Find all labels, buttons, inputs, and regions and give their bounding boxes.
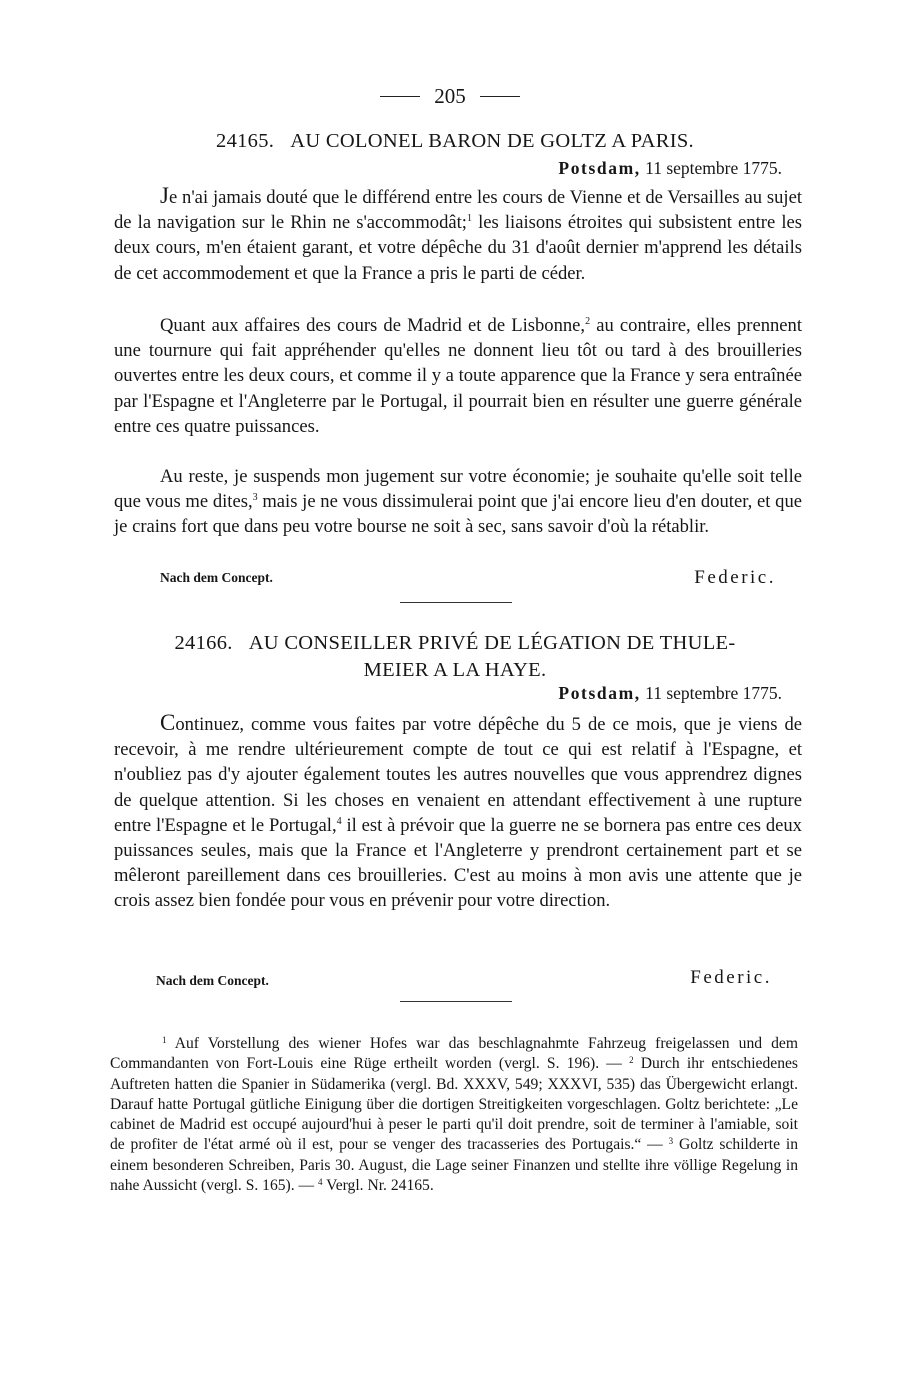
section-divider-2 [400,1001,512,1002]
letter2-signature: Federic. [690,967,772,988]
footnote-ref-4: 4 [336,815,342,827]
footnote-ref-1: 1 [466,213,472,225]
letter1-title: AU COLONEL BARON DE GOLTZ A PARIS. [290,130,694,152]
letter1-paragraph-2 [114,313,802,439]
footnote-4-marker: 4 [318,1177,323,1188]
letter1-p2-text-a: Quant aux affaires des cours de Madrid et de Lisbonne, [160,315,586,336]
letter1-paragraph-1 [114,183,802,286]
footnotes [110,1034,798,1196]
letter1-p1-text-a: e n'ai jamais douté que le différend entre les cours de Vienne et de Versailles au sujet de la navigation sur le Rhin ne s'accommodât; [114,187,802,234]
footnote-ref-2: 2 [585,316,591,327]
footnote-4-text: Vergl. Nr. 24165. [322,1177,434,1195]
footnote-1-text: Auf Vorstellung des wiener Hofes war das beschlagnahmte Fahrzeug freigelassen und dem Commandanten von Fort-Louis eine Rüge ertheilt worden (vergl. S. 196). — [110,1035,798,1073]
letter2-date: 11 septembre 1775. [645,683,782,703]
page-header [0,84,900,109]
footnote-ref-3: 3 [252,492,258,504]
letter1-initial: J [160,183,169,208]
letter2-heading [110,630,800,684]
letter2-title-line-2: MEIER A LA HAYE. [363,659,547,681]
letter1-date: 11 septembre 1775. [645,158,782,178]
letter2-title-line-1: AU CONSEILLER PRIVÉ DE LÉGATION DE THULE- [248,632,736,654]
letter1-heading [110,128,800,155]
letter2-p1-text-a: ontinuez, comme vous faites par votre dépêche du 5 de ce mois, que je viens de recevoir, à me rendre ultérieurement compte de tout ce qui est relatif à l'Espagne, et n'oubliez pas d'y ajouter également toutes les autres nouvelles que vous apprendrez dignes de quelque attention. Si les choses en venaient en attendant effectivement à une rupture entre l'Espagne et le Portugal, [114,714,802,836]
footnote-1-marker: 1 [162,1035,167,1045]
letter1-dateline [558,158,782,179]
footnote-2-text: Durch ihr entschiedenes Auftreten hatten die Spanier in Südamerika (vergl. Bd. XXXV, 549; XXXVI, 535) das Übergewicht erlangt. Darauf hatte Portugal gütliche Einigung über die dortigen Streitigkeiten vorgeschlagen. Goltz berichtete: „Le cabinet de Madrid est occupé aujourd'hui à peser le parti qu'il doit prendre, soit de terminer à l'amiable, soit de profiter de l'état armé où il est, pour se venger des tracasseries des Portugais.“ — [110,1055,798,1154]
letter2-paragraph-1 [114,710,802,914]
letter1-p1-text-b: les liaisons étroites qui subsistent entre les deux cours, m'en étaient garant, et votre dépêche du 31 d'août dernier m'apprend les détails de cet accommodement et que la France a pris le parti de céder. [114,212,802,284]
letter2-number: 24166. [174,632,233,654]
footnote-3-marker: 3 [668,1136,674,1147]
letter2-dateline [558,683,782,704]
letter2-place: Potsdam, [558,683,641,703]
letter1-signature: Federic. [694,567,776,588]
header-rule-left [380,96,420,97]
letter1-p3-text-b: mais je ne vous dissimulerai point que j'ai encore lieu d'en douter, et que je crains fort que dans peu votre bourse ne soit à sec, sans savoir d'où la rétablir. [114,491,802,538]
letter1-paragraph-3 [114,464,802,540]
letter1-number: 24165. [216,130,275,152]
letter1-p3-text-a: Au reste, je suspends mon jugement sur votre économie; je souhaite qu'elle soit telle que vous me dites, [114,466,802,513]
letter2-p1-text-b: il est à prévoir que la guerre ne se bornera pas entre ces deux puissances seules, mais que la France et l'Angleterre y prendront certainement part et se mêleront pareillement dans ces brouilleries. C'est au moins à mon avis une attente que je crois assez bien fondée pour vous en prévenir pour votre direction. [114,814,802,912]
section-divider-1 [400,602,512,603]
header-rule-right [480,96,520,97]
letter1-place: Potsdam, [558,158,641,178]
footnote-2-marker: 2 [629,1055,634,1066]
letter1-p2-text-b: au contraire, elles prennent une tournure qui fait appréhender qu'elles ne donnent lieu tôt ou tard à des brouilleries ouvertes entre les deux cours, et comme il y a toute apparence que la France y sera entraînée par l'Espagne et l'Angleterre par le Portugal, il pourrait bien en résulter une guerre générale entre ces quatre puissances. [114,315,803,437]
page-number: 205 [434,84,466,108]
footnote-3-text: Goltz schilderte in einem besonderen Schreiben, Paris 30. August, die Lage seiner Finanzen und stellte ihre völlige Regelung in nahe Aussicht (vergl. S. 165). — [110,1136,799,1195]
letter2-source: Nach dem Concept. [156,973,269,988]
letter2-initial: C [160,710,176,735]
letter1-source: Nach dem Concept. [160,570,273,585]
